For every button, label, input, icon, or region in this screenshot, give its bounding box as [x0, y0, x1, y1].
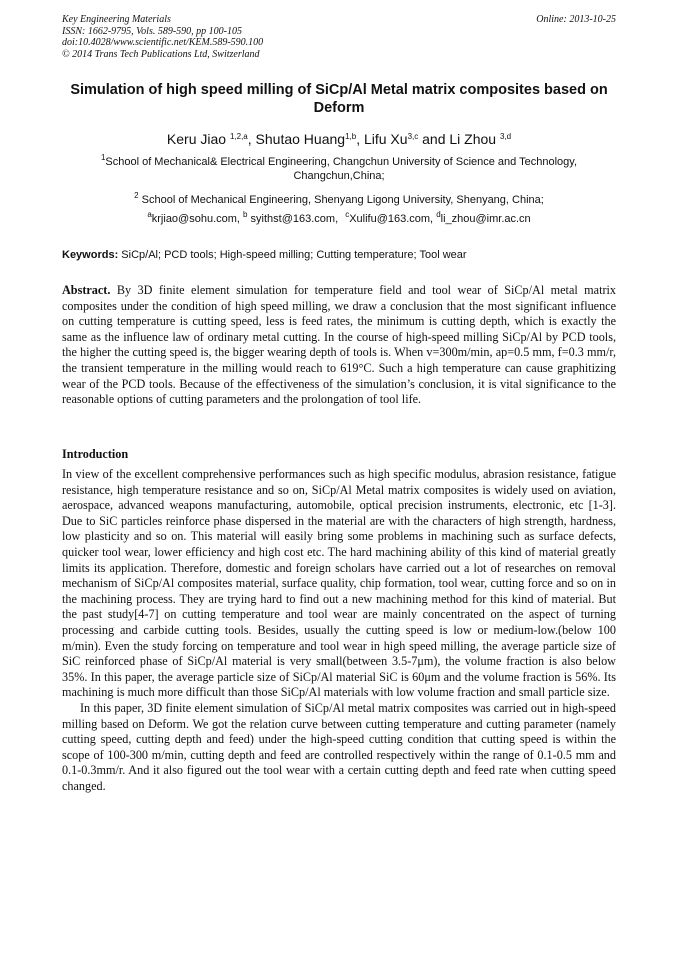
doi-line: doi:10.4028/www.scientific.net/KEM.589-590.100 [62, 37, 264, 48]
email-mark: a [147, 210, 152, 219]
abstract-text: By 3D finite element simulation for temperature field and tool wear of SiCp/Al metal matrix composites under the condition of high speed milling, we draw a conclusion that the most significant influence on cutting temperature is cutting speed, less is feed rates, the minimum is cutting depth, which is exactly the same as the influence law of ordinary metal cutting. In the course of high-speed milling SiCp/Al by PCD tools, the higher the cutting speed is, the bigger wearing depth of tools is. When v=300m/min, ap=0.5 mm, f=0.3 mm/r, the transient temperature in the milling would reach to 619°C. Such a high temperature can cause graphitizing wear of the PCD tools. Because of the effectiveness of the simulation’s conclusion, it is vital significance to the reasonable options of cutting parameters and the prolongation of tool life. [62, 283, 616, 407]
author-separator: , [356, 131, 364, 147]
journal-header [62, 14, 616, 60]
journal-name: Key Engineering Materials [62, 14, 171, 25]
author-separator: and [418, 131, 450, 147]
paragraph: In view of the excellent comprehensive performances such as high specific modulus, abrasion resistance, fatigue resistance, high temperature resistance and so on, SiCp/Al Metal matrix composites is widely used on aviation, aerospace, advanced weapons manufacturing, automobile, optical precision instruments, electronic, etc [1-3]. Due to SiC particles reinforce phase dispersed in the material are with the characters of high strength, hardness, low plasticity and so on. This material will easily bring some problems in machining such as surface defects, quicker tool wear, lower efficiency and high cost etc. The hard machining ability of this kind of material greatly limits its application. Therefore, domestic and foreign scholars have carried out a lot of researches on removal mechanism of SiCp/Al composites material, surface quality, chip formation, tool wear, cutting force and so on in the machining process. They are trying hard to find out a new machining method for this kind of material. But the past study[4-7] on cutting temperature and tool wear are mainly concentrated on the aspect of turning processing and carbide cutting tools. Besides, usually the cutting speed is low or medium-low.(below 100 m/min). Even the study forcing on temperature and tool wear in high speed milling, the average particle size of SiC reinforced phase of SiCp/Al material is very small(between 3.5-7μm), the volume fraction is also below 35%. In this paper, the average particle size of SiCp/Al material SiC is 60μm and the volume fraction is 56%. Its machining is much more difficult than those SiCp/Al materials with low volume fraction and small particle size. [62, 467, 616, 700]
email-mark: c [345, 210, 350, 219]
author-affiliation-mark: 1,b [345, 132, 357, 141]
email-address: Xulifu@163.com, [349, 213, 437, 225]
author-emails [62, 210, 616, 227]
author-affiliation-mark: 1,2,a [229, 132, 248, 141]
keywords-label: Keywords: [62, 249, 119, 261]
author-affiliation-mark: 3,d [499, 132, 512, 141]
author-list [62, 130, 616, 148]
author-name: Li Zhou [449, 131, 500, 147]
keywords-text: SiCp/Al; PCD tools; High-speed milling; Cutting temperature; Tool wear [118, 249, 467, 261]
affiliation-text: School of Mechanical& Electrical Engineering, Changchun University of Science and Technology, Changchun,China; [105, 156, 578, 182]
author-affiliation-mark: 3,c [407, 132, 419, 141]
copyright-line: © 2014 Trans Tech Publications Ltd, Switzerland [62, 48, 260, 60]
abstract [62, 283, 616, 408]
email-address: syithst@163.com, [247, 213, 342, 225]
affiliation-mark: 1 [100, 153, 106, 162]
email-mark: b [243, 210, 248, 219]
paper-title: Simulation of high speed milling of SiCp/Al Metal matrix composites based on Deform [70, 82, 608, 116]
online-date: Online: 2013-10-25 [536, 14, 616, 25]
affiliation-1 [62, 153, 616, 183]
introduction-body [62, 467, 616, 794]
affiliation-2 [62, 191, 616, 208]
affiliation-text: School of Mechanical Engineering, Shenyang Ligong University, Shenyang, China; [138, 194, 544, 206]
affiliation-mark: 2 [134, 191, 139, 200]
abstract-label: Abstract. [62, 283, 111, 297]
author-name: Shutao Huang [255, 131, 346, 147]
author-separator: , [247, 131, 256, 147]
author-name: Keru Jiao [166, 131, 230, 147]
email-address: li_zhou@imr.ac.cn [440, 213, 531, 225]
email-mark: d [436, 210, 441, 219]
issn-line: ISSN: 1662-9795, Vols. 589-590, pp 100-105 [62, 25, 242, 37]
keywords [62, 249, 616, 263]
section-heading-introduction: Introduction [62, 447, 129, 461]
email-address: krjiao@sohu.com, [151, 213, 244, 225]
author-name: Lifu Xu [363, 131, 408, 147]
paragraph: In this paper, 3D finite element simulation of SiCp/Al metal matrix composites was carried out in high-speed milling based on Deform. We got the relation curve between cutting temperature and cutting parameter (namely cutting speed, cutting depth and feed) under the high-speed cutting condition that cutting speed is within the scope of 100-300 m/min, cutting depth and feed are controlled respectively within the range of 0.1-0.5 mm and 0.1-0.3mm/r. And it also figured out the tool wear with a certain cutting depth and feed rate when cutting speed changed. [62, 700, 616, 793]
